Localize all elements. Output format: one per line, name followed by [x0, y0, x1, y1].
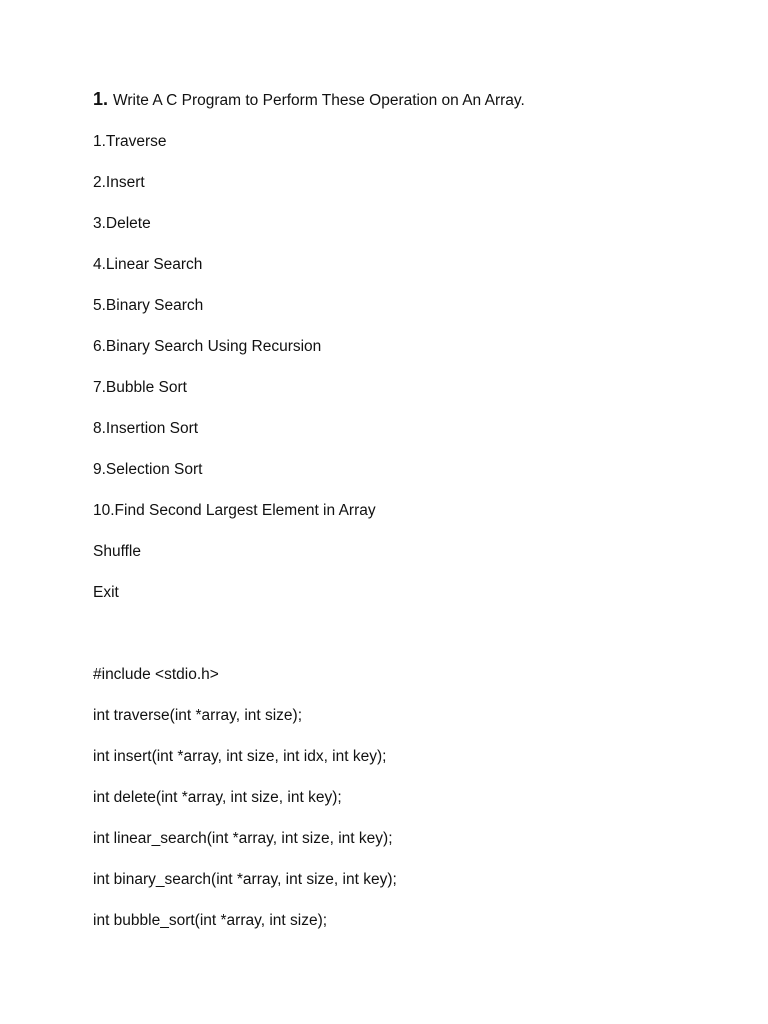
menu-item: 2.Insert	[93, 174, 145, 191]
menu-item: 4.Linear Search	[93, 256, 203, 273]
code-line: int linear_search(int *array, int size, int key);	[93, 830, 393, 847]
question-heading	[93, 86, 525, 114]
code-line: int binary_search(int *array, int size, int key);	[93, 871, 397, 888]
menu-item: 7.Bubble Sort	[93, 379, 187, 396]
code-line: int bubble_sort(int *array, int size);	[93, 912, 328, 929]
code-line: int delete(int *array, int size, int key);	[93, 789, 342, 806]
menu-item: 10.Find Second Largest Element in Array	[93, 502, 376, 519]
menu-item: Shuffle	[93, 543, 141, 560]
code-line: #include <stdio.h>	[93, 666, 219, 683]
menu-item: 3.Delete	[93, 215, 151, 232]
menu-item: 5.Binary Search	[93, 297, 204, 314]
menu-item: 6.Binary Search Using Recursion	[93, 338, 322, 355]
menu-item: 1.Traverse	[93, 133, 167, 150]
menu-item: Exit	[93, 584, 119, 601]
menu-item: 8.Insertion Sort	[93, 420, 199, 437]
question-text: Write A C Program to Perform These Operation on An Array.	[113, 92, 525, 109]
question-number: 1.	[93, 89, 109, 109]
menu-item: 9.Selection Sort	[93, 461, 203, 478]
code-line: int traverse(int *array, int size);	[93, 707, 303, 724]
code-line: int insert(int *array, int size, int idx, int key);	[93, 748, 387, 765]
